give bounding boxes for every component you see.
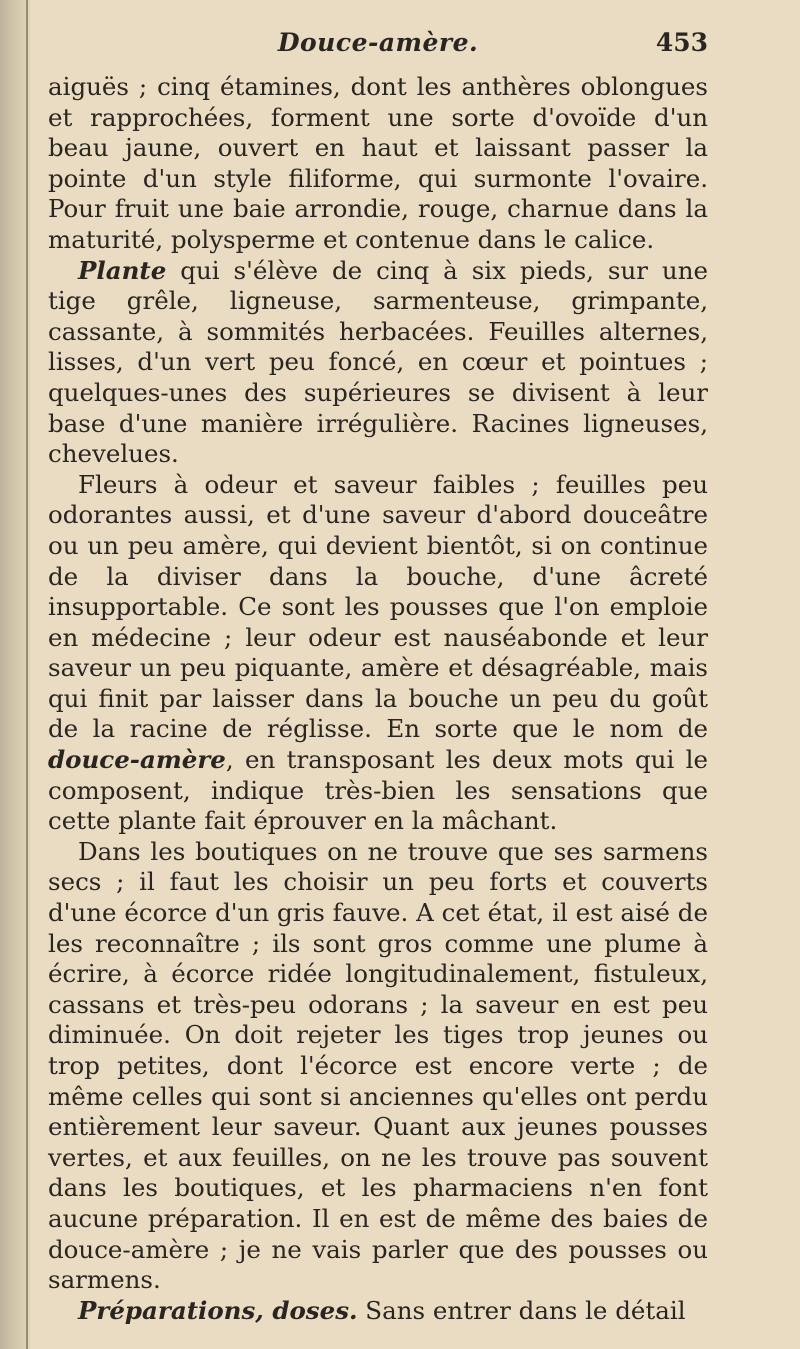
run-in-heading: Plante <box>78 255 167 285</box>
paragraph-text: aiguës ; cinq étamines, dont les anthères oblongues et rapprochées, forment une sorte d'ovoïde d'un beau jaune, ouvert en haut et laissant passer la pointe d'un style filiforme, qui surmonte l'ovaire. Pour fruit une baie arrondie, rouge, charnue dans la maturité, polysperme et contenue dans le calice. <box>48 72 708 254</box>
body-text <box>48 72 708 1326</box>
page-number: 453 <box>655 28 708 57</box>
page-header <box>48 28 708 64</box>
book-page <box>48 28 708 1326</box>
paragraph-text: Dans les boutiques on ne trouve que ses sarmens secs ; il faut les choisir un peu forts et couverts d'une écorce d'un gris fauve. A cet état, il est aisé de les reconnaître ; ils sont gros comme une plume à écrire, à écorce ridée longitudinalement, fistuleux, cassans et très-peu odorans ; la saveur en est peu diminuée. On doit rejeter les tiges trop jeunes ou trop petites, dont l'écorce est encore verte ; de même celles qui sont si anciennes qu'elles ont perdu entièrement leur saveur. Quant aux jeunes pousses vertes, et aux feuilles, on ne les trouve pas souvent dans les boutiques, et les pharmaciens n'en font aucune préparation. Il en est de même des baies de douce-amère ; je ne vais parler que des pousses ou sarmens. <box>48 836 708 1295</box>
paragraph-plante <box>48 256 708 470</box>
paragraph-fleurs <box>48 470 708 837</box>
paragraph-preparations <box>48 1296 708 1327</box>
paragraph-text: , en transposant les deux mots qui le composent, indique très-bien les sensations que cette plante fait éprouver en la mâchant. <box>48 745 708 836</box>
paragraph-continuation <box>48 72 708 256</box>
paragraph-text: Fleurs à odeur et saveur faibles ; feuilles peu odorantes aussi, et d'une saveur d'abord douceâtre ou un peu amère, qui devient bientôt, si on continue de la diviser dans la bouche, d'une âcreté insupportable. Ce sont les pousses que l'on emploie en médecine ; leur odeur est nauséabonde et leur saveur un peu piquante, amère et désagréable, mais qui finit par laisser dans la bouche un peu du goût de la racine de réglisse. En sorte que le nom de <box>48 469 708 744</box>
italic-term: douce-amère <box>48 745 226 775</box>
paragraph-text: Sans entrer dans le détail <box>357 1295 686 1325</box>
run-in-heading: Préparations, doses. <box>78 1295 358 1325</box>
running-title: Douce-amère. <box>277 28 479 57</box>
paragraph-boutiques <box>48 837 708 1296</box>
binding-edge <box>26 0 28 1349</box>
paragraph-text: qui s'élève de cinq à six pieds, sur une tige grêle, ligneuse, sarmenteuse, grimpante, cassante, à sommités herbacées. Feuilles alternes, lisses, d'un vert peu foncé, en cœur et pointues ; quelques-unes des supérieures se divisent à leur base d'une manière irrégulière. Racines ligneuses, chevelues. <box>48 255 708 469</box>
